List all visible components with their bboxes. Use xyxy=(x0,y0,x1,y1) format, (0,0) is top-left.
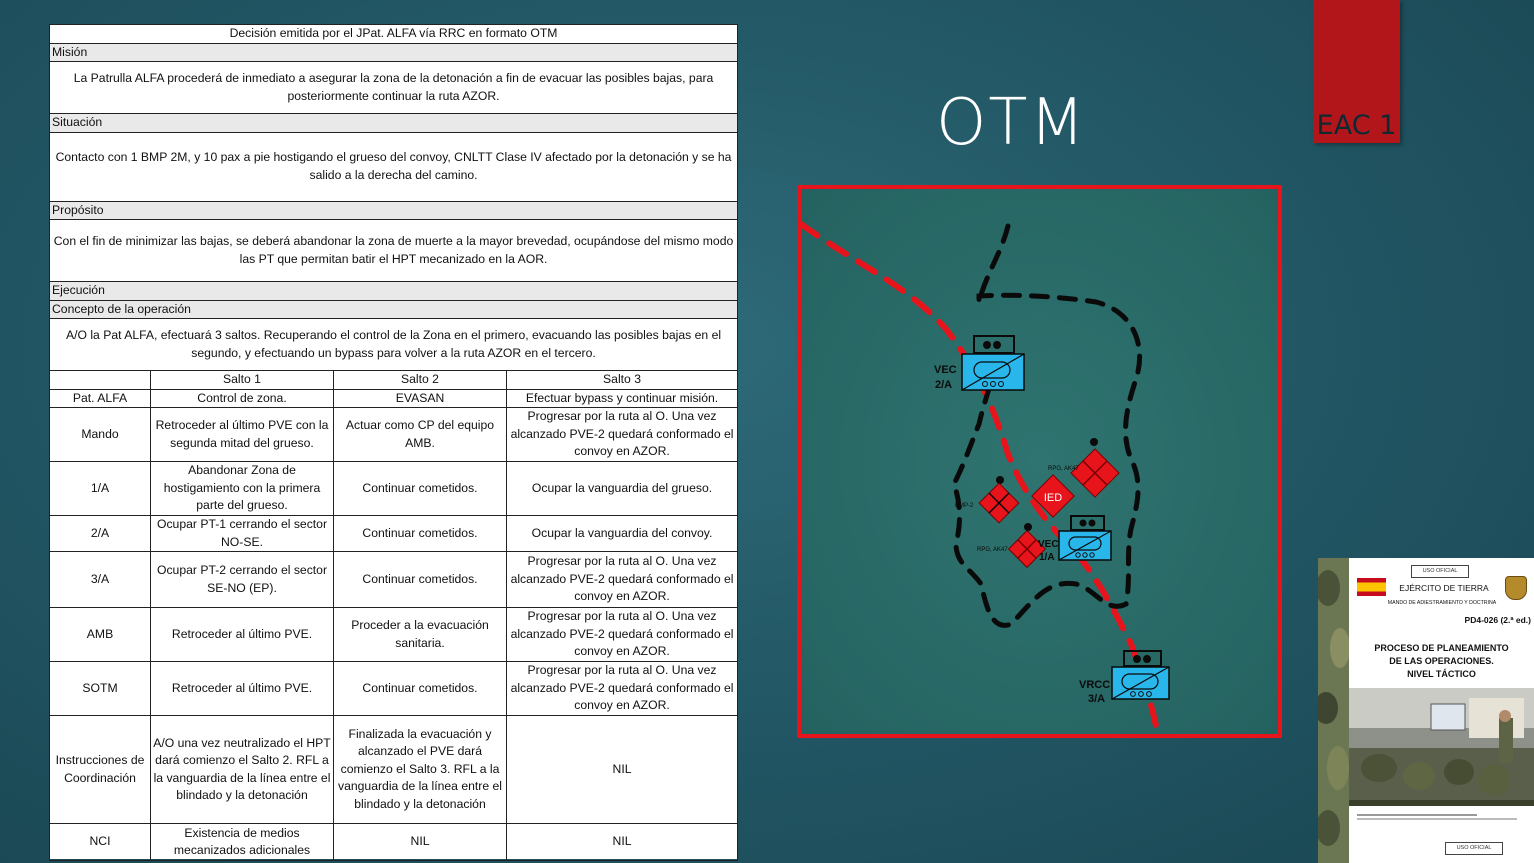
table-row xyxy=(50,408,738,462)
cover-title-1: PROCESO DE PLANEAMIENTO xyxy=(1374,643,1509,653)
situacion-text: Contacto con 1 BMP 2M, y 10 pax a pie hostigando el grueso del convoy, CNLTT Clase IV afectado por la detonación y se ha salido a la derecha del camino. xyxy=(50,132,738,201)
enemy-label: BMP-2 xyxy=(955,503,974,509)
unit-cell: AMB xyxy=(50,608,151,662)
salto2-cell: Actuar como CP del equipo AMB. xyxy=(334,408,507,462)
salto3-cell: Ocupar la vanguardia del grueso. xyxy=(507,462,738,516)
unit-cell: SOTM xyxy=(50,662,151,716)
concepto-text: A/O la Pat ALFA, efectuará 3 saltos. Recuperando el control de la Zona en el primero, evacuando las posibles bajas en el segundo, y efectuando un bypass para volver a la ruta AZOR en el tercero. xyxy=(50,319,738,371)
eac-tag-label: EAC 1 xyxy=(1316,110,1397,141)
salto2-cell: EVASAN xyxy=(334,389,507,408)
otm-decision-table xyxy=(49,24,738,861)
unit-label: VRCC xyxy=(1079,679,1111,691)
proposito-label: Propósito xyxy=(50,201,738,220)
unit-label: 3/A xyxy=(1088,693,1106,705)
salto1-cell: Ocupar PT-2 cerrando el sector SE-NO (EP). xyxy=(151,552,334,608)
ied-label: IED xyxy=(1043,492,1063,504)
document-code: PD4-026 (2.ª ed.) xyxy=(1464,615,1531,625)
eac-tag xyxy=(1313,0,1400,143)
salto1-cell: Retroceder al último PVE. xyxy=(151,608,334,662)
salto2-cell: Continuar cometidos. xyxy=(334,662,507,716)
unit-cell: NCI xyxy=(50,824,151,861)
army-crest-icon xyxy=(1505,576,1527,600)
unit-label: VEC xyxy=(1038,539,1059,550)
mision-text: La Patrulla ALFA procederá de inmediato a asegurar la zona de la detonación a fin de evacuar las posibles bajas, para posteriormente continuar la ruta AZOR. xyxy=(50,62,738,114)
top-mark: USO OFICIAL xyxy=(1411,565,1469,578)
otm-table xyxy=(49,24,737,859)
salto1-cell: A/O una vez neutralizado el HPT dará comienzo el Salto 2. RFL a la vanguardia de la línea entre el blindado y la detonación xyxy=(151,716,334,824)
table-row xyxy=(50,662,738,716)
unit-cell: 2/A xyxy=(50,516,151,552)
column-header: Salto 3 xyxy=(507,371,738,390)
mision-label: Misión xyxy=(50,43,738,62)
cover-page xyxy=(1349,558,1534,863)
bottom-mark: USO OFICIAL xyxy=(1445,842,1503,855)
table-row xyxy=(50,552,738,608)
table-row xyxy=(50,462,738,516)
salto3-cell: NIL xyxy=(507,824,738,861)
table-row xyxy=(50,389,738,408)
salto1-cell: Existencia de medios mecanizados adicionales xyxy=(151,824,334,861)
column-header: Salto 2 xyxy=(334,371,507,390)
spain-flag-icon xyxy=(1357,578,1386,596)
salto3-cell: Progresar por la ruta al O. Una vez alcanzado PVE-2 quedará conformado el convoy en AZOR. xyxy=(507,608,738,662)
organization: EJÉRCITO DE TIERRA xyxy=(1399,583,1489,593)
table-row xyxy=(50,608,738,662)
unit-cell: Mando xyxy=(50,408,151,462)
command: MANDO DE ADIESTRAMIENTO Y DOCTRINA xyxy=(1387,600,1497,606)
salto1-cell: Retroceder al último PVE con la segunda mitad del grueso. xyxy=(151,408,334,462)
salto3-cell: Progresar por la ruta al O. Una vez alcanzado PVE-2 quedará conformado el convoy en AZOR. xyxy=(507,408,738,462)
salto2-cell: NIL xyxy=(334,824,507,861)
table-row xyxy=(50,716,738,824)
salto3-cell: Ocupar la vanguardia del convoy. xyxy=(507,516,738,552)
salto1-cell: Control de zona. xyxy=(151,389,334,408)
table-row xyxy=(50,516,738,552)
cover-title-3: NIVEL TÁCTICO xyxy=(1407,669,1476,679)
salto3-cell: Progresar por la ruta al O. Una vez alcanzado PVE-2 quedará conformado el convoy en AZOR. xyxy=(507,662,738,716)
salto3-cell: NIL xyxy=(507,716,738,824)
unit-cell: Instrucciones de Coordinación xyxy=(50,716,151,824)
unit-cell: Pat. ALFA xyxy=(50,389,151,408)
table-title: Decisión emitida por el JPat. ALFA vía RRC en formato OTM xyxy=(50,25,738,44)
manual-cover-image xyxy=(1318,558,1534,863)
salto2-cell: Continuar cometidos. xyxy=(334,516,507,552)
salto3-cell: Progresar por la ruta al O. Una vez alcanzado PVE-2 quedará conformado el convoy en AZOR. xyxy=(507,552,738,608)
unit-label: 2/A xyxy=(935,379,953,391)
concepto-label: Concepto de la operación xyxy=(50,300,738,319)
unit-cell: 3/A xyxy=(50,552,151,608)
enemy-label: RPG, AK47 xyxy=(1048,466,1079,472)
unit-label: VEC xyxy=(934,364,957,376)
cover-title-2: DE LAS OPERACIONES. xyxy=(1389,656,1494,666)
salto2-cell: Continuar cometidos. xyxy=(334,552,507,608)
situacion-label: Situación xyxy=(50,114,738,133)
unit-cell: 1/A xyxy=(50,462,151,516)
proposito-text: Con el fin de minimizar las bajas, se deberá abandonar la zona de muerte a la mayor brevedad, ocupándose del mismo modo las PT que permitan batir el HPT mecanizado en la AOR. xyxy=(50,220,738,282)
salto1-cell: Retroceder al último PVE. xyxy=(151,662,334,716)
enemy-label: RPG, AK47 xyxy=(977,547,1008,553)
salto1-cell: Abandonar Zona de hostigamiento con la primera parte del grueso. xyxy=(151,462,334,516)
unit-label: 1/A xyxy=(1039,552,1055,563)
cover-photo xyxy=(1349,688,1534,806)
salto2-cell: Finalizada la evacuación y alcanzado el PVE dará comienzo el Salto 3. RFL a la vanguardia de la línea entre el blindado y la detonación xyxy=(334,716,507,824)
slide-title: OTM xyxy=(936,86,1087,160)
cover-footnote xyxy=(1357,814,1525,822)
salto2-cell: Continuar cometidos. xyxy=(334,462,507,516)
column-header xyxy=(50,371,151,390)
camouflage-pattern xyxy=(1318,558,1349,863)
salto1-cell: Ocupar PT-1 cerrando el sector NO-SE. xyxy=(151,516,334,552)
column-header: Salto 1 xyxy=(151,371,334,390)
ejecucion-label: Ejecución xyxy=(50,282,738,301)
tactical-map xyxy=(796,184,1284,740)
salto2-cell: Proceder a la evacuación sanitaria. xyxy=(334,608,507,662)
table-row xyxy=(50,824,738,861)
salto3-cell: Efectuar bypass y continuar misión. xyxy=(507,389,738,408)
